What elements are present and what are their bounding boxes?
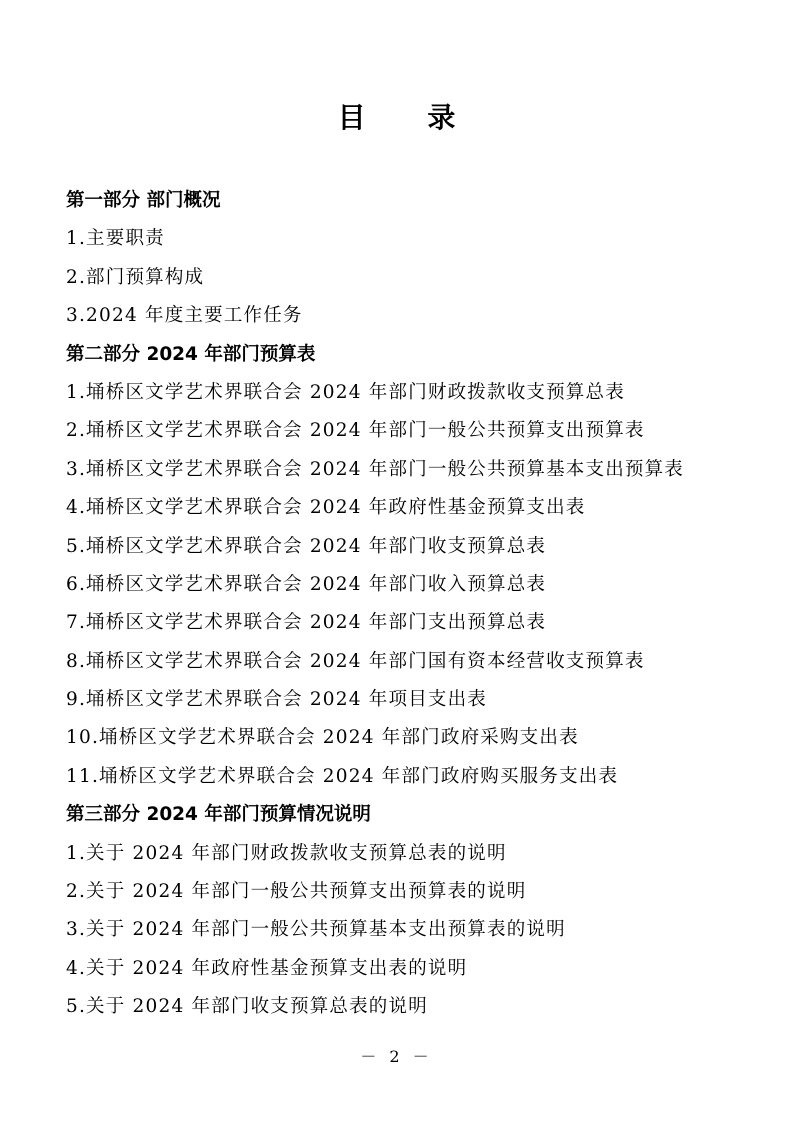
toc-item: 10.埇桥区文学艺术界联合会 2024 年部门政府采购支出表 bbox=[66, 727, 579, 749]
toc-item: 4.关于 2024 年政府性基金预算支出表的说明 bbox=[66, 957, 468, 979]
toc-item: 1.埇桥区文学艺术界联合会 2024 年部门财政拨款收支预算总表 bbox=[66, 381, 625, 403]
toc-item: 1.主要职责 bbox=[66, 228, 165, 250]
toc-item: 3.2024 年度主要工作任务 bbox=[66, 305, 303, 327]
toc-section-heading: 第三部分 2024 年部门预算情况说明 bbox=[66, 804, 371, 826]
table-of-contents bbox=[66, 182, 766, 1027]
toc-item: 1.关于 2024 年部门财政拨款收支预算总表的说明 bbox=[66, 842, 507, 864]
toc-item: 6.埇桥区文学艺术界联合会 2024 年部门收入预算总表 bbox=[66, 573, 547, 595]
toc-section-heading: 第一部分 部门概况 bbox=[66, 190, 221, 211]
toc-item: 8.埇桥区文学艺术界联合会 2024 年部门国有资本经营收支预算表 bbox=[66, 650, 645, 672]
toc-item: 2.关于 2024 年部门一般公共预算支出预算表的说明 bbox=[66, 881, 527, 903]
toc-item: 9.埇桥区文学艺术界联合会 2024 年项目支出表 bbox=[66, 689, 487, 711]
toc-item: 11.埇桥区文学艺术界联合会 2024 年部门政府购买服务支出表 bbox=[66, 765, 619, 787]
page-title: 目 录 bbox=[337, 101, 482, 134]
toc-section-heading: 第二部分 2024 年部门预算表 bbox=[66, 343, 316, 365]
toc-item: 3.关于 2024 年部门一般公共预算基本支出预算表的说明 bbox=[66, 919, 566, 941]
toc-item: 3.埇桥区文学艺术界联合会 2024 年部门一般公共预算基本支出预算表 bbox=[66, 458, 684, 480]
toc-item: 7.埇桥区文学艺术界联合会 2024 年部门支出预算总表 bbox=[66, 612, 547, 634]
toc-item: 5.关于 2024 年部门收支预算总表的说明 bbox=[66, 996, 428, 1018]
toc-item: 2.部门预算构成 bbox=[66, 266, 205, 288]
toc-item: 5.埇桥区文学艺术界联合会 2024 年部门收支预算总表 bbox=[66, 535, 547, 557]
page-number: － 2 － bbox=[360, 1047, 433, 1066]
toc-item: 4.埇桥区文学艺术界联合会 2024 年政府性基金预算支出表 bbox=[66, 497, 586, 519]
toc-item: 2.埇桥区文学艺术界联合会 2024 年部门一般公共预算支出预算表 bbox=[66, 420, 645, 442]
